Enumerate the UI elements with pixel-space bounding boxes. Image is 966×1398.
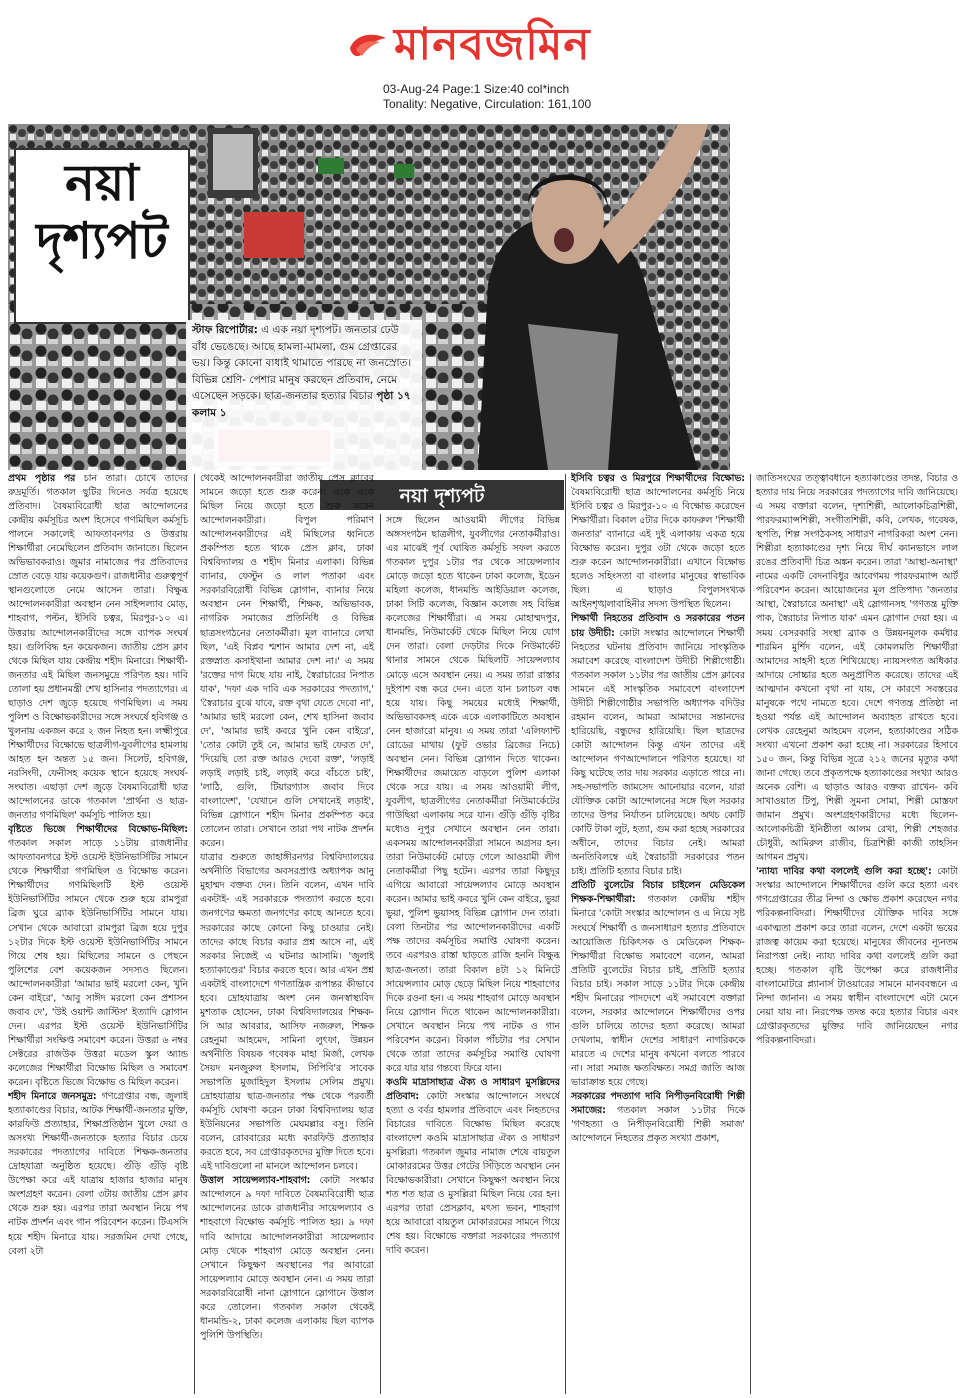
article-column-1: [8, 472, 188, 1392]
lede-body: এ এক নয়া দৃশ্যপট। জনতার ঢেউ বাঁধ ভেঙেছে। আছে হামলা-মামলা, গুম গ্রেপ্তারের ভয়। কিন্তু কোনো বাধাই থামাতে পারছে না জনস্রোত। বিভিন্ন শ্রেণি- পেশার মানুষ করছেন প্রতিবাদ, নেমে এসেছেন সড়কে। ছাত্র-জনতার হত্যার বিচার: [192, 324, 412, 402]
column-rule: [565, 474, 566, 1394]
article-column-2: [200, 472, 374, 1392]
paragraph-text: জাতিসংঘের তত্ত্বাবধানে হত্যাকাণ্ডের তদন্ত, বিচার ও হত্যার দায় নিয়ে সরকারের পদত্যাগের দাবি জানিয়েছে। এ সময় বক্তারা বলেন, দৃশ্যশিল্পী, আলোকচিত্রশিল্পী, পারফরম্যান্সশিল্পী, সংগীতশিল্পী, কবি, লেখক, গবেষক, স্থপতি, শিল্প সংগঠকসহ সাধারণ নাগরিকরা অংশ নেন। শিল্পীরা হত্যাকাণ্ডের দৃশ্য নিয়ে দীর্ঘ ক্যানভাসে লাল রঙের প্রতিবাদী চিত্র অঙ্কন করেন। তারা 'আস্থা-অনাস্থা' নামের একটি বেদনাবিধুর আবেগময় পারফরম্যান্স আর্ট পরিবেশন করেন। আয়োজনের মূল প্রতিপাদ্য 'জনতার আস্থা, স্বৈরাচারে অনাস্থা' এই স্লোগানসহ 'গণতন্ত্র মুক্তি পাক, স্বৈরাচার নিপাত যাক' এমন স্লোগান দেয়া হয়। এ সময় বেসরকারি সংস্থা ব্র্যাক ও উন্নয়নমূলক কর্মধার শারমিন মুর্শিদ বলেন, এই কোমলমতি শিক্ষার্থীরা আমাদের সাহসী হতে শিখিয়েছে। ন্যায়সংগত অধিকার আদায়ে সোচ্চার হতে অনুপ্রাণিত করেছে। তাদের এই আত্মদান কখনো বৃথা না যায়, সে কারণে সবস্তরের মানুষকে পথে নামতে হবে। দেশে গণতন্ত্র প্রতিষ্ঠা না হওয়া পর্যন্ত এই আন্দোলন অব্যাহত রাখতে হবে। লেখক রেহেনুমা আহমেদ বলেন, হত্যাকাণ্ডের সঠিক সংখ্যা এখনো প্রকাশ করা হচ্ছে না। সরকারের হিসাবে ১৫০ জন, কিন্তু বিভিন্ন সূত্রে ২১২ জনের মৃত্যুর কথা জানা গেছে। তবে প্রকৃতপক্ষে হত্যাকাণ্ডের সংখ্যা আরও অনেক বেশি। এ ছাড়াও আরও বক্তব্য রাখেন- কবি সাখাওয়াত টিপু, শিল্পী সুমনা সোমা, শিল্পী মোস্তফা জামান প্রমুখ। অংশগ্রহণকারীদের মধ্যে ছিলেন- আলোকচিত্রী ইনিষ্ঠীতা আলম রেখা, শিল্পী শেহজার চৌধুরী, আমিরুল রাজীব, চিত্রশিল্পী কাজী তাহসিন আগমন প্রমুখ।: [756, 473, 958, 864]
paragraph-text: চান তারা। চোখে তাদের রুদ্রমূর্তি। গতকাল ছুটির দিনেও সর্বত্র হয়েছে প্রতিবাদ। বৈষম্যবিরোধী ছাত্র আন্দোলনের কেন্দ্রীয় কর্মসূচির অংশ হিসেবে গণমিছিল কর্মসূচি পালনে সকালেই আফতাবনগর ও উত্তরায় শিক্ষার্থীরা নেমেছিলেন প্রতিবাদ জানাতে। ছিলেন অভিভাবকরাও। জুমার নামাজের পর প্রতিবাদের স্রোত বেড়ে যায় কয়েকগুণ। রাজধানীর গুরুত্বপূর্ণ স্থানগুলোতে নেমে আসেন তারা। বিক্ষুব্ধ আন্দোলনকারীরা অবস্থান নেন সাইন্সল্যাব মোড়, শাহবাগ, পল্টন, ইসিবি চত্বর, মিরপুর-১০ এ। উত্তরায় আন্দোলনকারীদের সঙ্গে ব্যাপক সংঘর্ষ হয়। গুলিবিদ্ধ হন কয়েকজন। জাতীয় প্রেস ক্লাব থেকে মিছিল যায় কেন্দ্রীয় শহীদ মিনারে। শিক্ষার্থী-জনতার এই মিছিল জনসমুদ্রে পরিণত হয়। দাবি তোলা হয় প্রধানমন্ত্রী শেখ হাসিনার পদত্যাগের। এ ছাড়াও দেশ জুড়ে হয়েছে গণমিছিল। এ সময় পুলিশ ও বিক্ষোভকারীদের সঙ্গে সংঘর্ষে হবিগঞ্জ ও খুলনায় একজন করে ২ জন নিহত হন। লক্ষ্মীপুরে শিক্ষার্থীদের বিক্ষোভে ছাত্রলীগ-যুবলীগের হামলায় আহত হন অন্তত ১৫ জন। সিলেট, হবিগঞ্জ, নরসিংদী, ফেনীসহ কয়েক স্থানে হয়েছে সংঘর্ষ-সংঘাত। এছাড়া দেশ জুড়ে বৈষম্যবিরোধী ছাত্র আন্দোলনের ডাকে গতকাল 'প্রার্থনা ও ছাত্র-জনতার গণমিছিল' কর্মসূচি পালিত হয়।: [8, 473, 188, 822]
paragraph-text: কোটা সংস্কার আন্দোলনে শিক্ষার্থীদের গুলি করে হত্যা এবং গণগ্রেপ্তারের তীব্র নিন্দা ও ক্ষোভ প্রকাশ করেছেন নগর পরিকল্পনাবিদরা। শিক্ষার্থীদের যৌক্তিক দাবির সঙ্গে একাত্মতা প্রকাশ করে তারা বলেন, দেশে একটা ভয়ের রাজত্ব কায়েম করা হয়েছে। মানুষের জীবনের ন্যূনতম নিরাপত্তা নেই। ন্যায্য দাবির কথা বললেই গুলি করা হচ্ছে। গতকাল বৃষ্টি উপেক্ষা করে রাজধানীর বাংলামোটরে প্ল্যানার্স টাওয়ারের সামনে মানববন্ধনে এ নিন্দা জানান। এ সময় স্বাধীন বাংলাদেশে এটা মেনে নেয়া যায় না। নিরপেক্ষ তদন্ত করে হত্যার বিচার এবং গ্রেপ্তারকৃতদের মুক্তির দাবি জানিয়েছেন নগর পরিকল্পনাবিদরা।: [756, 866, 958, 1046]
article-paragraph: [571, 879, 745, 1090]
paragraph-text: কোটা সংস্কার আন্দোলনে শিক্ষার্থী নিহতের ঘটনায় প্রতিবাদ জানিয়ে সাংস্কৃতিক সমাবেশ করেছে বাংলাদেশ উদীচী শিল্পীগোষ্ঠী। গতকাল সকাল ১১টার পর জাতীয় প্রেস ক্লাবের সামনে এই সাংস্কৃতিক সমাবেশে বাংলাদেশ উদীচী শিল্পীগোষ্ঠীর সভাপতি অধ্যাপক বদিউর রহমান বলেন, আমরা আমাদের সন্তানদের হারিয়েছি, বন্ধুদের হারিয়েছি। ছিল ছাত্রদের কোটা আন্দোলন কিন্তু এখন তাদের এই আন্দোলন গণআন্দোলনে পরিণত হয়েছে। যা কিছু ঘটেছে তার দায় সরকার এড়াতে পারে না। সহ-সভাপতি জামসেদ আনোয়ার বলেন, যারা যৌক্তিক কোটা আন্দোলনের সঙ্গে ছিল সরকার তাদের উপর নির্যাতন চালিয়েছে। অথচ কোটি কোটি টাকা লুট, হত্যা, গুম করা হচ্ছে সরকারের অধীনে, তাদের বিচার নেই। আমরা অনতিবিলম্বে এই স্বৈরাচারী সরকারের পতন চাই। প্রতিটি হত্যার বিচার চাই।: [571, 627, 745, 878]
article-paragraph: [8, 823, 188, 1090]
paragraph-subhead: প্রতিটি বুলেটের বিচার চাইলেন মেডিকেল শিক্ষক-শিক্ষার্থীরা:: [571, 880, 745, 906]
article-paragraph: [200, 851, 374, 1174]
paragraph-text: গতকাল কেন্দ্রীয় শহীদ মিনারে 'কোটা সংস্কার আন্দোলন ও এ নিয়ে সৃষ্ট সংঘর্ষে শিক্ষার্থী ও জনসাধারণ হত্যার প্রতিবাদে আয়োজিত চিকিৎসক ও মেডিকেল শিক্ষক-শিক্ষার্থীরা বিক্ষোভ সমাবেশে বলেন, আমরা প্রতিটি বুলেটের বিচার চাই, প্রতিটি হত্যার বিচার চাই। সকাল সাড়ে ১১টার দিকে কেন্দ্রীয় শহীদ মিনারের পাদদেশে এই সমাবেশে বক্তারা বলেন, সরকার আন্দোলনে শিক্ষার্থীদের ওপর গুলি চালিয়ে তাদের হত্যা করেছে। আমরা দেখলাম, স্বাধীন দেশের সাধারণ নাগরিককে মারতে এ দেশের মানুষ কখনো বলতে পারবে না। সারা সমাজ ক্ষতবিক্ষত। সমগ্র জাতি আজ ভারাক্রান্ত হয়ে গেছে।: [571, 894, 745, 1089]
paragraph-text: গতকাল সকাল সাড়ে ১১টায় রাজধানীর আফতাবনগরে ইস্ট ওয়েস্ট ইউনিভার্সিটির সামনে থেকে শিক্ষার্থীরা গণমিছিল ও বিক্ষোভ করেন। শিক্ষার্থীদের গণমিছিলটি ইস্ট ওয়েস্ট ইউনিভার্সিটির সামনে থেকে শুরু হয়ে রামপুরা ব্রিজ ঘুরে ব্র্যাক ইউনিভার্সিটির সামনে যায়। সেখান থেকে আবারো রামপুরা ব্রিজ হয়ে দুপুর ১২টার দিকে ইস্ট ওয়েস্ট ইউনিভার্সিটির সামনে গিয়ে শেষ হয়। মিছিলের সামনে ও পেছনে পুলিশের বেশ কয়েকজন সদস্যও ছিলেন। আন্দোলনকারীরা 'আমার ভাই মরলো কেন, খুনি কেন বাইরে', 'আবু সাঈদ মরলো কেন প্রশাসন জবাব দে', 'উই ওয়ান্ট জাস্টিস' ইত্যাদি স্লোগান দেন। এরপর ইস্ট ওয়েস্ট ইউনিভার্সিটির শিক্ষার্থীরা সংক্ষিপ্ত সমাবেশ করেন। উত্তরা ৬ নম্বর সেক্টরের রাজউক উত্তরা মডেল স্কুল অ্যান্ড কলেজের শিক্ষার্থীরা বিক্ষোভ মিছিল ও সমাবেশ করেন। বৃষ্টিতে ভিজে বিক্ষোভ ও মিছিল করেন।: [8, 838, 188, 1089]
paragraph-subhead: 'ন্যায্য দাবির কথা বললেই গুলি করা হচ্ছে':: [756, 866, 932, 878]
article-paragraph: [386, 1076, 560, 1259]
article-paragraph: [200, 472, 374, 851]
paragraph-subhead: প্রথম পৃষ্ঠার পর: [8, 473, 76, 484]
jump-reference: পৃষ্ঠা ১৭ কলাম ১: [192, 390, 411, 419]
article-paragraph: [571, 612, 745, 879]
meta-date-size: 03-Aug-24 Page:1 Size:40 col*inch: [383, 82, 570, 96]
paragraph-text: বৈষম্যবিরোধী ছাত্র আন্দোলনের কর্মসূচি নিয়ে ইসিবি চত্বর ও মিরপুর-১০ এ বিক্ষোভ করেছেন শিক্ষার্থীরা। বিকাল ৫টার দিকে কাফরুল 'শিক্ষার্থী জনতার' ব্যানারে এই দুই এলাকায় একত্র হয়ে বিক্ষোভ করেন। দুপুর ৩টা থেকে জড়ো হতে শুরু করেন আন্দোলনকারীরা। এখানে বিক্ষোভ হলেও সহিংসতা বা বাংলার মানুষের স্বাভাবিক ছিল। এ ছাড়াও বিপুলসংখ্যক আইনশৃঙ্খলাবাহিনীর সদস্য উপস্থিত ছিলেন।: [571, 487, 745, 611]
paragraph-text: যাত্রার শুরুতে জাহাঙ্গীরনগর বিশ্ববিদ্যালয়ের অর্থনীতি বিভাগের অবসরপ্রাপ্ত অধ্যাপক আনু মুহাম্মদ বক্তব্য দেন। তিনি বলেন, এখন দাবি একটাই- এই সরকারকে পদত্যাগ করতে হবে। জনগণের ক্ষমতা জনগণের কাছে আনতে হবে। সরকারের কাছে কোনো কিছু চাওয়ার নেই। তাদের কাছে বিচার করার প্রশ্ন আসে না, এই সরকার নিজেই এ ঘটনার আসামি। 'জুলাই হত্যাকাণ্ডের' বিচার করতে হবে। আর এখন প্রশ্ন একটাই বাংলাদেশে গণতান্ত্রিক রূপান্তর কীভাবে হবে। দ্রোহযাত্রায় অংশ নেন জনস্বাস্থ্যবিদ মুশতাক হোসেন, ঢাকা বিশ্ববিদ্যালয়ের শিক্ষক- সি আর আবরার, আসিফ নজরুল, শিক্ষক রেহনুমা আহমেদ, সামিনা লুৎফা, উন্নয়ন অর্থনীতি বিষয়ক গবেষক মাহা মির্জা, লেখক সৈয়দ মনজুরুল ইসলাম, সিপিবি'র সাবেক সভাপতি মুজাহিদুল ইসলাম সেলিম প্রমুখ। দ্রোহযাত্রায় ছাত্র-জনতার পক্ষ থেকে পরবর্তী কর্মসূচি ঘোষণা করেন ঢাকা বিশ্ববিদ্যালয় ছাত্র ইউনিয়নের সভাপতি মেঘমল্লার বসু। তিনি বলেন, রোববারের মধ্যে কারফিউ প্রত্যাহার করতে হবে, সব গ্রেপ্তারকৃতদের মুক্তি দিতে হবে। এই দাবিগুলো না মানলে আন্দোলন চলবে।: [200, 852, 374, 1173]
paragraph-subhead: উত্তাল সায়েন্সল্যাব-শাহবাগ:: [200, 1175, 311, 1187]
paragraph-subhead: বৃষ্টিতে ভিজে শিক্ষার্থীদের বিক্ষোভ-মিছিল:: [8, 824, 188, 836]
article-column-4: [571, 472, 745, 1392]
headline-line-1: নয়া: [65, 153, 139, 212]
column-rule: [380, 514, 381, 1394]
paragraph-subhead: সরকারের পদত্যাগ দাবি নিপীড়নবিরোধী শিল্পী সমাজের:: [571, 1091, 745, 1117]
article-column-5: [756, 472, 958, 1392]
paragraph-text: থেকেই আন্দোলনকারীরা জাতীয় প্রেস ক্লাবের সামনে জড়ো হতে শুরু করেন। একে একে মিছিল নিয়ে জড়ো হতে শুরু করেন আন্দোলনকারীরা। বিপুল পরিমাণ আন্দোলনকারীদের এই মিছিলের ধ্বনিতে প্রকম্পিত হতে থাকে প্রেস ক্লাব, ঢাকা বিশ্ববিদ্যালয় ও শহীদ মিনার এলাকা। বিভিন্ন ব্যানার, ফেস্টুন ও লাল পতাকা এবং সরকারবিরোধী বিভিন্ন স্লোগান, ব্যানার নিয়ে অবস্থান নেন শিক্ষার্থী, শিক্ষক, অভিভাবক, নাগরিক সমাজের প্রতিনিধি ও বিভিন্ন ছাত্রসংগঠনের নেতাকর্মীরা। মূল ব্যানারে লেখা ছিল, 'এই বিপ্লব শ্মশান আমার দেশ না, এই রক্তস্নাত কসাইখানা আমার দেশ না।' এ সময় 'রক্তের দাগ মিছে যায় নাই, স্বৈরাচারের নিপাত যাক', 'দফা এক দাবি এক সরকারের পদত্যাগ,' 'স্বৈরাচার বুঝে যাবে, রক্ত বৃথা যেতে দেবো না', 'আমার ভাই মরলো কেন, শেখ হাসিনা জবাব দে', 'আমার ভাই কবরে খুনি কেন বাইরে', 'তোর কোটা তুই নে, আমার ভাই ফেরত দে', 'দিয়েছি তো রক্ত আরও দেবো রক্ত', 'লড়াই লড়াই লড়াই চাই, লড়াই করে বাঁচতে চাই', 'লাঠি, গুলি, টিয়ারগ্যাস জবাব দিবে বাংলাদেশ', 'যেখানে গুলি সেখানেই লড়াই', বিভিন্ন স্লোগানে শহীদ মিনার প্রকম্পিত করে তোলেন তারা। সেখানে তারা পথ নাটক প্রদর্শন করেন।: [200, 473, 374, 850]
paragraph-text: গণগ্রেপ্তার বন্ধ, জুলাই হত্যাকাণ্ডের বিচার, আটক শিক্ষার্থী-জনতার মুক্তি, কারফিউ প্রত্যাহার, শিক্ষাপ্রতিষ্ঠান খুলে দেয়া ও অসংখ্য শিক্ষার্থী-জনতাকে হত্যার বিচার চেয়ে সরকারের পদত্যাগের দাবিতে শিক্ষক-জনতার দ্রোহযাত্রা অনুষ্ঠিত হয়েছে। গুঁড়ি গুঁড়ি বৃষ্টি উপেক্ষা করে এই যাত্রায় হাজার হাজার মানুষ অংশগ্রহণ করেন। বেলা ৩টায় জাতীয় প্রেস ক্লাব থেকে শুরু হয়। এরপর তারা অবস্থান নিয়ে পথ নাটক প্রদর্শন এবং গান পরিবেশন করেন। টিএসসি হয়ে শহীদ মিনারে যায়। সরজমিন দেখা গেছে, বেলা ২টা: [8, 1091, 188, 1257]
flame-mark-icon: [346, 28, 390, 62]
newspaper-logo: [346, 14, 616, 76]
headline-box: [14, 148, 190, 324]
article-paragraph: [571, 1090, 745, 1146]
column-rule: [194, 474, 195, 1394]
article-paragraph: [386, 514, 560, 1076]
clipping-meta: [383, 82, 591, 112]
article-paragraph: [200, 1174, 374, 1343]
paragraph-text: কোটা সংস্কার আন্দোলনে ৯ দফা দাবিতে বৈষম্যবিরোধী ছাত্র আন্দোলনের ডাকে রাজধানীর সায়েন্সল্যাব ও শাহবাগে বিক্ষোভ কর্মসূচি পালিত হয়। ৯ দফা দাবি আদায়ে আন্দোলনকারীরা সায়েন্সল্যাব মোড় থেকে শাহবাগ মোড়ে অবস্থান নেন। সেখানে কিছুক্ষণ অবস্থানের পর আবারো সায়েন্সল্যাব মোড়ে অবস্থান নেন। এ সময় তারা সরকারবিরোধী নানা স্লোগানে স্লোগানে উত্তাল করে তোলেন। গতকাল সকাল থেকেই ধানমন্ডি-২, ঢাকা কলেজ এলাকায় ছিল ব্যাপক পুলিশি উপস্থিতি।: [200, 1175, 374, 1341]
paragraph-text: গতকাল সকাল ১১টার দিকে 'গণহত্যা ও নিপীড়নবিরোধী শিল্পী সমাজ' আন্দোলনে নিহতের প্রকৃত সংখ্যা প্রকাশ,: [571, 1105, 745, 1145]
headline-line-2: দৃশ্যপট: [36, 211, 168, 270]
paragraph-text: কোটা সংস্কার আন্দোলনে সংঘর্ষে হত্যা ও বর্বর হামলার প্রতিবাদে এবং নিহতদের বিচারের দাবিতে বিক্ষোভ মিছিল করেছে বাংলাদেশ কওমি মাদ্রাসাছাত্র ঐক্য ও সাধারণ মুসল্লিরা। গতকাল জুমার নামাজ শেষে বায়তুল মোকাররমের উত্তর গেটের সিঁড়িতে অবস্থান নেন বিক্ষোভকারীরা। সেখানে কিছুক্ষণ অবস্থান নিয়ে শত শত ছাত্র ও মুসল্লিরা মিছিল নিয়ে বের হন। এরপর তারা প্রেসক্লাব, মৎস্য ভবন, শাহবাগ হয়ে আবারো বায়তুল মোকাররমের সামনে গিয়ে শেষ হয়। বিক্ষোভে বক্তারা সরকারের পদত্যাগ দাবি করেন।: [386, 1090, 560, 1257]
masthead: [0, 0, 966, 120]
lede-text: [186, 320, 422, 470]
byline: স্টাফ রিপোর্টার:: [192, 324, 258, 336]
article-paragraph: [8, 1090, 188, 1259]
headline: [22, 154, 182, 270]
article-paragraph: [756, 472, 958, 865]
article-paragraph: [571, 472, 745, 612]
paragraph-subhead: শহীদ মিনারে জনসমুদ্র:: [8, 1091, 97, 1103]
paragraph-subhead: কওমি মাদ্রাসাছাত্র ঐক্য ও সাধারণ মুসল্লিদের প্রতিবাদ:: [386, 1076, 560, 1102]
article-paragraph: [756, 865, 958, 1048]
paragraph-subhead: শিক্ষার্থী নিহতের প্রতিবাদ ও সরকারের পতন চায় উদীচী:: [571, 613, 745, 639]
paragraph-text: সঙ্গে ছিলেন আওয়ামী লীগের বিভিন্ন অঙ্গসংগঠন ছাত্রলীগ, যুবলীগের নেতাকর্মীরাও। এর মাঝেই পূর্ব ঘোষিত কর্মসূচি সফল করতে গতকাল দুপুর ১টার পর থেকে সায়েন্সল্যাব মোড়ে জড়ো হতে থাকেন ঢাকা কলেজ, ইডেন মহিলা কলেজ, ধানমন্ডি আইডিয়াল কলেজ, ঢাকা সিটি কলেজ, বিজ্ঞান কলেজ সহ বিভিন্ন কলেজের শিক্ষার্থীরা। এ সময় মোহাম্মদপুর, ধানমন্ডি, নিউমার্কেট থেকে মিছিল নিয়ে যোগ দেন তারা। বেলা দেড়টার দিকে নিউমার্কেট থানার সামনে থেকে মিছিলটি সায়েন্সল্যাব মোড়ে এসে অবস্থান নেয়। এ সময় তারা রাস্তার দুইপাশ বন্ধ করে দেন। এতে যান চলাচল বন্ধ হয়ে যায়। কিছু সময়ের মধ্যেই শিক্ষার্থী, অভিভাবকসহ একে একে এলাকাটিতে অবস্থান নেন হাজারো মানুষ। এ সময় তারা 'এলিফ্যান্ট রোডের মাথায় (ফুট ওভার ব্রিজের নিচে) অবস্থান নেন। বিভিন্ন স্লোগান দিতে থাকেন। শিক্ষার্থীদের জমায়েত বাড়লে পুলিশ এলাকা থেকে সরে যায়। এ সময় আওয়ামী লীগ, যুবলীগ, ছাত্রলীগের নেতাকর্মীরা নিউমার্কেটের গাউছিয়া এলাকায় সরে যান। গুঁড়ি গুঁড়ি বৃষ্টির মধ্যেও নূপুর সেখানে অবস্থান নেন তারা। একসময় আন্দোলনকারীরা সামনে অগ্রসর হন। তারা নিউমার্কেট মোড়ে গেলে আওয়ামী লীগ নেতাকর্মীরা পিছু হটেন। এরপর তারা কিছুদূর এগিয়ে আবারো সায়েন্সল্যাব মোড়ে অবস্থান করেন। আমার ভাই কবরে খুনি কেন বাইরে, ভুয়া ভুয়া, পুলিশ ভুয়াসহ বিভিন্ন স্লোগান দেন তারা। বেলা তিনটার পর আন্দোলনকারীদের একটি পক্ষ তাদের কর্মসূচির সমাপ্তি ঘোষণা করেন। তবে এরপরও রাস্তা ছাড়তে রাজি হননি বিক্ষুব্ধ ছাত্র-জনতা। তারা বিকাল ৪টা ১২ মিনিটে সায়েন্সল্যাব মোড় ছেড়ে মিছিল নিয়ে শাহবাগের দিকে রওনা হন। এ সময় শাহবাগ মোড়ে অবস্থান নিয়ে স্লোগান দিতে থাকেন আন্দোলনকারীরা। সেখানে অবস্থান নিয়ে পথ নাটক ও গান পরিবেশন করেন। বিকাল পাঁচটার পর সেখান থেকে তারা তাদের কর্মসূচির সমাপ্তি ঘোষণা করে যার যার গন্তব্যে ফিরে যান।: [386, 515, 560, 1074]
paragraph-subhead: ইসিবি চত্বর ও মিরপুরে শিক্ষার্থীদের বিক্ষোভ:: [571, 473, 745, 484]
article-paragraph: [8, 472, 188, 823]
column-rule: [750, 474, 751, 1394]
article-column-3: [386, 514, 560, 1394]
logo-wordmark: মানবজমিন: [394, 19, 591, 70]
meta-tonality: Tonality: Negative, Circulation: 161,100: [383, 97, 592, 111]
section-label: নয়া দৃশ্যপট: [399, 485, 485, 507]
